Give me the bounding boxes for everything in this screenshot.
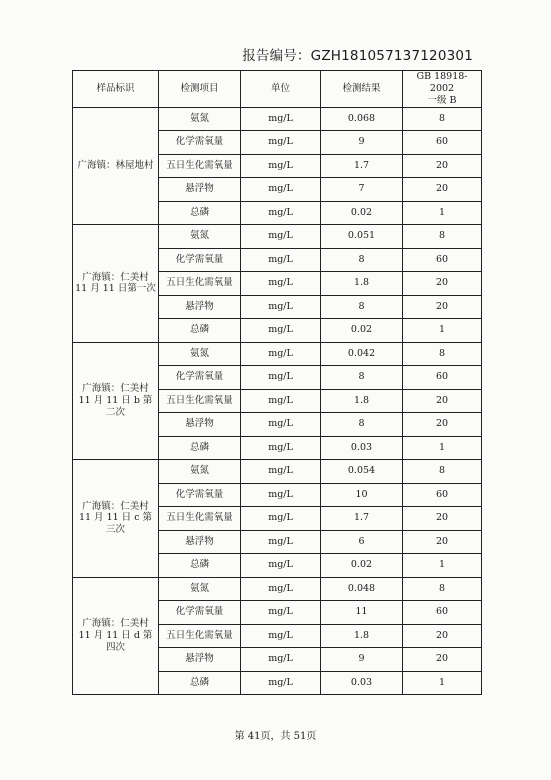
limit-value: 60 — [403, 248, 482, 272]
table-row — [73, 342, 482, 366]
test-item: 悬浮物 — [159, 295, 241, 319]
header-standard-grade: 一级 B — [427, 94, 457, 106]
table-row — [73, 107, 482, 131]
unit-cell: mg/L — [241, 225, 321, 249]
result-value: 0.042 — [321, 342, 403, 366]
unit-cell: mg/L — [241, 107, 321, 131]
result-value: 7 — [321, 178, 403, 202]
unit-cell: mg/L — [241, 295, 321, 319]
table-body — [73, 107, 482, 695]
limit-value: 20 — [403, 413, 482, 437]
table-row — [73, 577, 482, 601]
result-value: 0.02 — [321, 554, 403, 578]
test-item: 总磷 — [159, 319, 241, 343]
table-row — [73, 460, 482, 484]
unit-cell: mg/L — [241, 648, 321, 672]
result-value: 0.048 — [321, 577, 403, 601]
result-value: 0.03 — [321, 436, 403, 460]
limit-value: 60 — [403, 601, 482, 625]
test-item: 悬浮物 — [159, 413, 241, 437]
unit-cell: mg/L — [241, 601, 321, 625]
test-item: 五日生化需氧量 — [159, 507, 241, 531]
limit-value: 8 — [403, 225, 482, 249]
result-value: 1.7 — [321, 507, 403, 531]
result-value: 0.02 — [321, 319, 403, 343]
unit-cell: mg/L — [241, 460, 321, 484]
test-item: 总磷 — [159, 201, 241, 225]
result-value: 1.8 — [321, 389, 403, 413]
result-value: 10 — [321, 483, 403, 507]
unit-cell: mg/L — [241, 483, 321, 507]
result-value: 11 — [321, 601, 403, 625]
test-item: 化学需氧量 — [159, 601, 241, 625]
table-row — [73, 225, 482, 249]
result-value: 0.051 — [321, 225, 403, 249]
test-item: 氨氮 — [159, 225, 241, 249]
limit-value: 20 — [403, 624, 482, 648]
header-result: 检测结果 — [321, 71, 403, 108]
test-item: 五日生化需氧量 — [159, 624, 241, 648]
unit-cell: mg/L — [241, 319, 321, 343]
unit-cell: mg/L — [241, 178, 321, 202]
unit-cell: mg/L — [241, 366, 321, 390]
result-value: 1.7 — [321, 154, 403, 178]
unit-cell: mg/L — [241, 624, 321, 648]
page-footer: 第 41页，共 51页 — [234, 731, 317, 742]
limit-value: 8 — [403, 460, 482, 484]
result-value: 6 — [321, 530, 403, 554]
test-item: 五日生化需氧量 — [159, 272, 241, 296]
test-item: 总磷 — [159, 436, 241, 460]
unit-cell: mg/L — [241, 554, 321, 578]
result-value: 8 — [321, 295, 403, 319]
test-item: 化学需氧量 — [159, 366, 241, 390]
limit-value: 1 — [403, 201, 482, 225]
unit-cell: mg/L — [241, 507, 321, 531]
unit-cell: mg/L — [241, 342, 321, 366]
result-value: 8 — [321, 366, 403, 390]
unit-cell: mg/L — [241, 272, 321, 296]
test-item: 化学需氧量 — [159, 131, 241, 155]
header-standard — [403, 71, 482, 108]
limit-value: 60 — [403, 483, 482, 507]
limit-value: 20 — [403, 154, 482, 178]
test-item: 五日生化需氧量 — [159, 154, 241, 178]
limit-value: 20 — [403, 648, 482, 672]
unit-cell: mg/L — [241, 530, 321, 554]
result-value: 0.054 — [321, 460, 403, 484]
report-number: 报告编号：GZH181057137120301 — [242, 48, 473, 64]
limit-value: 20 — [403, 295, 482, 319]
test-item: 五日生化需氧量 — [159, 389, 241, 413]
limit-value: 20 — [403, 272, 482, 296]
result-value: 1.8 — [321, 624, 403, 648]
sample-label: 广海镇：林屋地村 — [73, 107, 159, 225]
unit-cell: mg/L — [241, 154, 321, 178]
header-item: 检测项目 — [159, 71, 241, 108]
test-results-table — [72, 70, 482, 695]
unit-cell: mg/L — [241, 436, 321, 460]
test-item: 悬浮物 — [159, 530, 241, 554]
result-value: 8 — [321, 413, 403, 437]
unit-cell: mg/L — [241, 413, 321, 437]
result-value: 0.03 — [321, 671, 403, 695]
test-item: 总磷 — [159, 671, 241, 695]
sample-label: 广海镇：仁美村 11 月 11 日 b 第二次 — [73, 342, 159, 460]
test-item: 悬浮物 — [159, 648, 241, 672]
limit-value: 60 — [403, 131, 482, 155]
limit-value: 1 — [403, 319, 482, 343]
header-sample: 样品标识 — [73, 71, 159, 108]
unit-cell: mg/L — [241, 201, 321, 225]
limit-value: 60 — [403, 366, 482, 390]
test-item: 氨氮 — [159, 577, 241, 601]
limit-value: 1 — [403, 436, 482, 460]
unit-cell: mg/L — [241, 389, 321, 413]
test-item: 氨氮 — [159, 107, 241, 131]
result-value: 1.8 — [321, 272, 403, 296]
limit-value: 20 — [403, 178, 482, 202]
sample-label: 广海镇：仁美村 11 月 11 日 d 第四次 — [73, 577, 159, 695]
unit-cell: mg/L — [241, 577, 321, 601]
test-item: 氨氮 — [159, 460, 241, 484]
table-header-row — [73, 71, 482, 108]
result-value: 0.068 — [321, 107, 403, 131]
limit-value: 8 — [403, 107, 482, 131]
result-value: 8 — [321, 248, 403, 272]
test-item: 氨氮 — [159, 342, 241, 366]
limit-value: 20 — [403, 530, 482, 554]
limit-value: 8 — [403, 577, 482, 601]
limit-value: 20 — [403, 389, 482, 413]
sample-label: 广海镇：仁美村 11 月 11 日第一次 — [73, 225, 159, 343]
test-item: 化学需氧量 — [159, 483, 241, 507]
limit-value: 20 — [403, 507, 482, 531]
result-value: 9 — [321, 131, 403, 155]
result-value: 9 — [321, 648, 403, 672]
header-unit: 单位 — [241, 71, 321, 108]
test-item: 总磷 — [159, 554, 241, 578]
unit-cell: mg/L — [241, 131, 321, 155]
test-item: 悬浮物 — [159, 178, 241, 202]
sample-label: 广海镇：仁美村 11 月 11 日 c 第三次 — [73, 460, 159, 578]
unit-cell: mg/L — [241, 248, 321, 272]
limit-value: 8 — [403, 342, 482, 366]
test-item: 化学需氧量 — [159, 248, 241, 272]
limit-value: 1 — [403, 554, 482, 578]
limit-value: 1 — [403, 671, 482, 695]
result-value: 0.02 — [321, 201, 403, 225]
unit-cell: mg/L — [241, 671, 321, 695]
header-standard-code: GB 18918-2002 — [416, 71, 468, 94]
